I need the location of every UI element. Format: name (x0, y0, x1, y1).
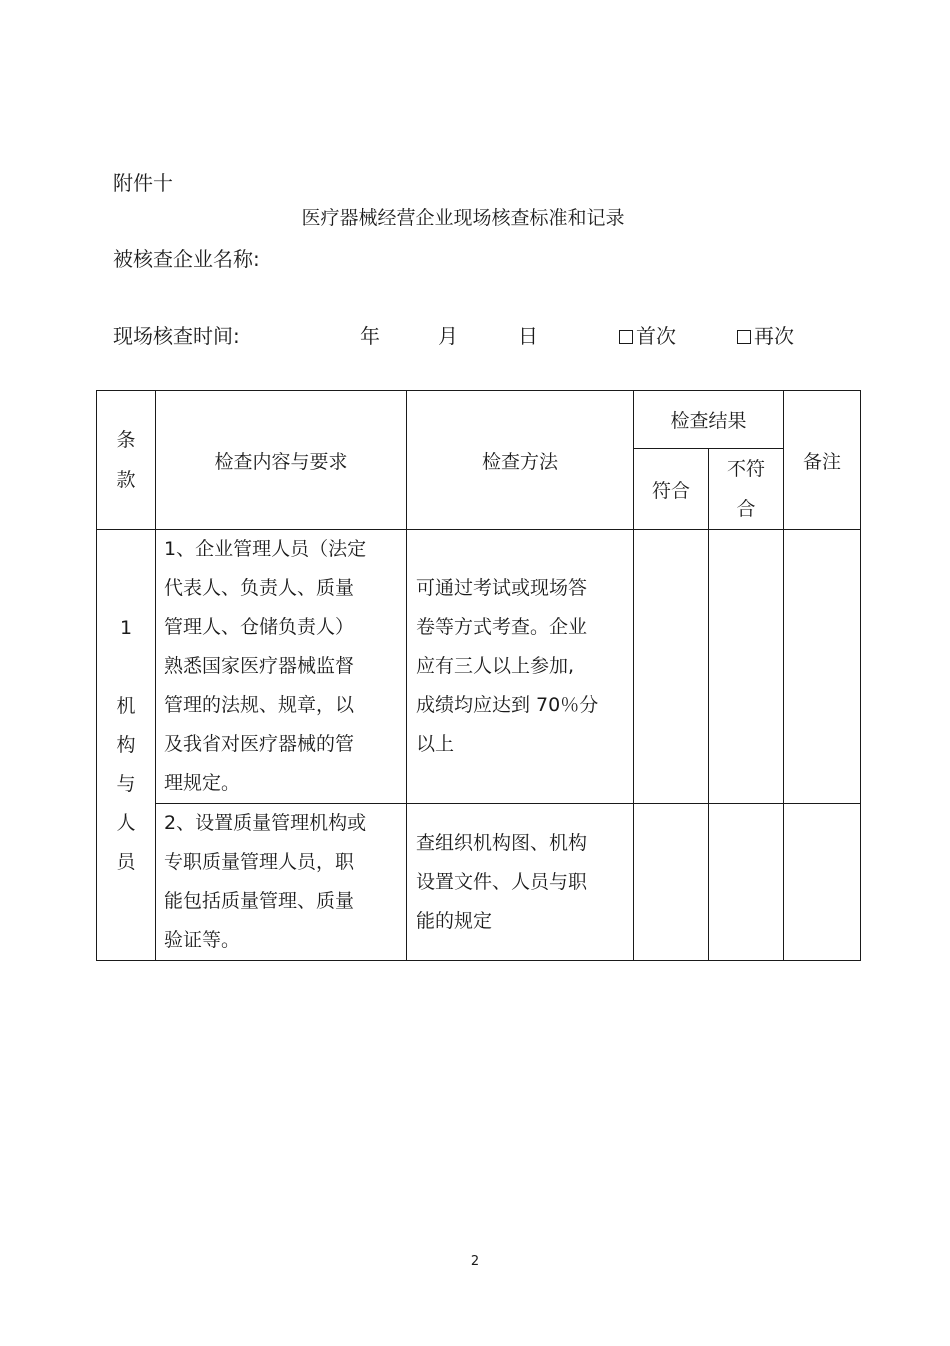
document-title: 医疗器械经营企业现场核查标准和记录 (301, 207, 625, 229)
content-line: 代表人、负责人、质量 (164, 577, 355, 599)
section-name-char: 机 (116, 694, 136, 717)
second-check-option[interactable] (737, 320, 794, 349)
method-line: 以上 (416, 733, 455, 755)
first-check-text: 首次 (636, 324, 676, 348)
row1-nonconform-cell[interactable] (709, 530, 784, 804)
row2-remark-cell[interactable] (784, 804, 861, 961)
clause-header-char-1: 条 (116, 429, 136, 451)
second-check-text: 再次 (754, 324, 794, 348)
row1-content (156, 530, 407, 804)
content-line: 管理的法规、规章，以 (164, 694, 355, 716)
second-check-checkbox[interactable] (737, 330, 751, 344)
row1-conform-cell[interactable] (634, 530, 709, 804)
method-line: 能的规定 (416, 909, 493, 932)
method-header: 检查方法 (407, 391, 634, 530)
section-name-char: 员 (116, 850, 136, 873)
content-header: 检查内容与要求 (156, 391, 407, 530)
clause-header-char-2: 款 (116, 469, 136, 491)
section-name-char: 与 (116, 772, 136, 795)
result-header: 检查结果 (634, 391, 784, 449)
content-line: 及我省对医疗器械的管 (164, 733, 355, 755)
section-spacer (97, 648, 155, 687)
inspection-table (96, 390, 861, 961)
row2-content (156, 804, 407, 961)
conform-header: 符合 (634, 449, 709, 530)
method-line: 应有三人以上参加, (416, 655, 575, 677)
content-line: 理规定。 (164, 772, 241, 794)
content-line: 能包括质量管理、质量 (164, 890, 355, 912)
section-name-char: 人 (116, 811, 136, 834)
page-number: 2 (470, 1254, 480, 1269)
method-line: 成绩均应达到 70％分 (416, 694, 599, 716)
nonconform-header (709, 449, 784, 530)
attachment-label: 附件十 (113, 171, 173, 195)
section-number: 1 (119, 616, 133, 639)
nonconform-header-line-2: 合 (736, 498, 756, 520)
year-label: 年 (360, 324, 380, 348)
content-line: 管理人、仓储负责人） (164, 616, 355, 638)
method-line: 可通过考试或现场答 (416, 577, 588, 599)
nonconform-header-line-1: 不符 (727, 458, 766, 480)
content-line: 熟悉国家医疗器械监督 (164, 655, 355, 677)
remark-header: 备注 (784, 391, 861, 530)
row1-remark-cell[interactable] (784, 530, 861, 804)
method-line: 设置文件、人员与职 (416, 870, 588, 893)
company-name-label: 被核查企业名称: (113, 247, 260, 271)
content-line: 1、企业管理人员（法定 (164, 538, 367, 560)
day-label: 日 (518, 324, 538, 348)
row2-method (407, 804, 634, 961)
content-line: 验证等。 (164, 929, 241, 951)
row2-nonconform-cell[interactable] (709, 804, 784, 961)
method-line: 查组织机构图、机构 (416, 831, 588, 854)
first-check-checkbox[interactable] (619, 330, 633, 344)
inspection-time-label: 现场核查时间: (113, 324, 240, 348)
month-label: 月 (438, 324, 458, 348)
section-cell (97, 530, 156, 961)
content-line: 专职质量管理人员，职 (164, 851, 355, 873)
row2-conform-cell[interactable] (634, 804, 709, 961)
content-line: 2、设置质量管理机构或 (164, 812, 367, 834)
first-check-option[interactable] (619, 320, 676, 349)
section-name-char: 构 (116, 733, 136, 756)
clause-header (97, 391, 156, 530)
row1-method (407, 530, 634, 804)
method-line: 卷等方式考查。企业 (416, 616, 588, 638)
